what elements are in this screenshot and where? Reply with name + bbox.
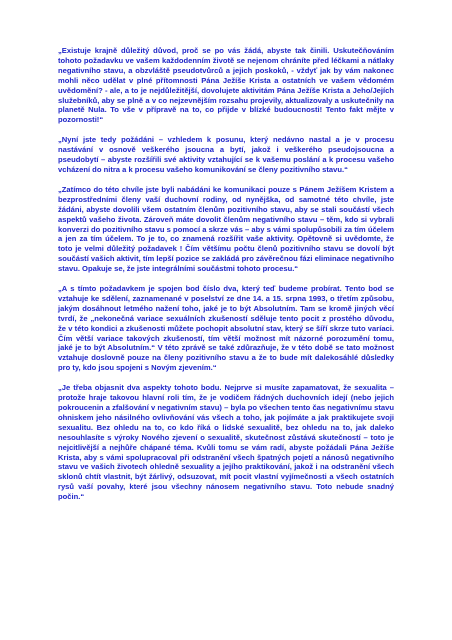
paragraph-5: „Je třeba objasnit dva aspekty tohoto bodu. Nejprve si musíte zapamatovat, že sexualita – protože hraje takovou hlavní roli tím, že je vodičem řádných duchovních idejí (nebo jejich pokroucenin a zfalšování v negativním stavu) – byla po všechen tento čas negativnímu stavu ohniskem jeho násilného ovlivňování vás všech a toho, jak pojímáte a jak praktikujete svoji sexualitu. Bez ohledu na to, co kdo říká o lidské sexualitě, bez ohledu na to, jak daleko nesouhlasíte s výroky Nového zjevení o sexualitě, skutečnost zůstává skutečností – toto je nejcitlivější a nejhůře chápané téma. Kvůli tomu se vám radí, abyste požádali Pána Ježíše Krista, aby s vámi spolupracoval při odstranění všech špatných pojetí a nánosů negativního stavu ve vašich životech ohledně sexuality a jejího praktikování, jakož i na odstranění všech sklonů chtít vlastnit, být žárlivý, odsuzovat, mít pocit vlastní vyjímečnosti a všech ostatních rysů vaší povahy, které jsou všechny nánosem negativního stavu. Toto nebude snadný počin.“ [58, 383, 394, 502]
paragraph-4: „A s tímto požadavkem je spojen bod číslo dva, který teď budeme probírat. Tento bod se vztahuje ke sdělení, zaznamenané v poselství ze dne 14. a 15. srpna 1993, o třetím způsobu, jakým dosáhnout letmého nažení toho, jaké je to být Absolutním. Tam se kromě jiných věcí tvrdí, že „nekonečná variace sexuálních zkušeností sděluje tento pocit z prostého důvodu, že v této kondici a zkušenosti můžete pochopit absolutní stav, který se šíří skrze tuto varíaci. Čím větší variace takových zkušeností, tím větší možnost mít názorné porozumění tomu, jaké je to být Absolutním.“ V této zprávě se také zdůrazňuje, že v této době se tato možnost vztahuje doslovně pouze na členy pozitivního stavu a že to bude mít dalekosáhlé důsledky pro ty, kdo jsou spojeni s Novým zjevením.“ [58, 284, 394, 373]
paragraph-1: „Existuje krajně důležitý důvod, proč se po vás žádá, abyste tak činili. Uskutečňováním tohoto požadavku ve vašem každodenním životě se nejenom chráníte před léčkami a nátlaky negativního stavu, a obzvláště pseudotvůrců a jejich poskoků, - vždyť jak by vám nakonec mohli něco udělat v plné přítomnosti Pána Ježíše Krista a ostatních ve vašem vědomém uvědomění? - ale, a to je nejdůležitější, dovolujete aktivitám Pána Ježíše Krista a Jeho/Jejích služebníků, aby se plně a v co nejzevnějším rozsahu projevily, aktualizovaly a uskutečnily na planetě Nula. To vše v přípravě na to, co přijde v blízké budoucnosti! Tento fakt mějte v pozornosti!“ [58, 46, 394, 125]
paragraph-3: „Zatímco do této chvíle jste byli nabádáni ke komunikaci pouze s Pánem Ježíšem Kristem a bezprostředními členy vaší duchovní rodiny, od nynějška, od samotné této chvíle, jste žádáni, abyste dovolili všem ostatním členům pozitivního stavu, aby se stali součástí všech aspektů vašeho života. Zároveň máte dovolit členům negativního stavu – těm, kdo si vybrali konverzi do pozitivního stavu s pomocí a skrze vás – aby s vámi spolupůsobili za tím účelem a jen za tím účelem. To je to, co znamená rozšířit vaše aktivity. Opětovně si uvědomte, že toto je velmi důležitý požadavek ! Čím většímu počtu členů pozitivního stavu se dovolí být součástí vašich aktivit, tím lepší pozice se zakládá pro závěrečnou fázi eliminace negativního stavu. Opakuje se, že jste integrálními součástmi tohoto procesu.“ [58, 184, 394, 274]
document-body [58, 46, 394, 512]
paragraph-2: „Nyní jste tedy požádáni – vzhledem k posunu, který nedávno nastal a je v procesu nastávání v osnově veškerého jsoucna a bytí, jakož i veškerého pseudojsoucna a pseudobytí – abyste rozšířili své aktivity vztahující se k vašemu poslání a k procesu vašeho vcházení do nitra a k procesu vašeho komunikování se členy pozitivního stavu.“ [58, 135, 394, 174]
